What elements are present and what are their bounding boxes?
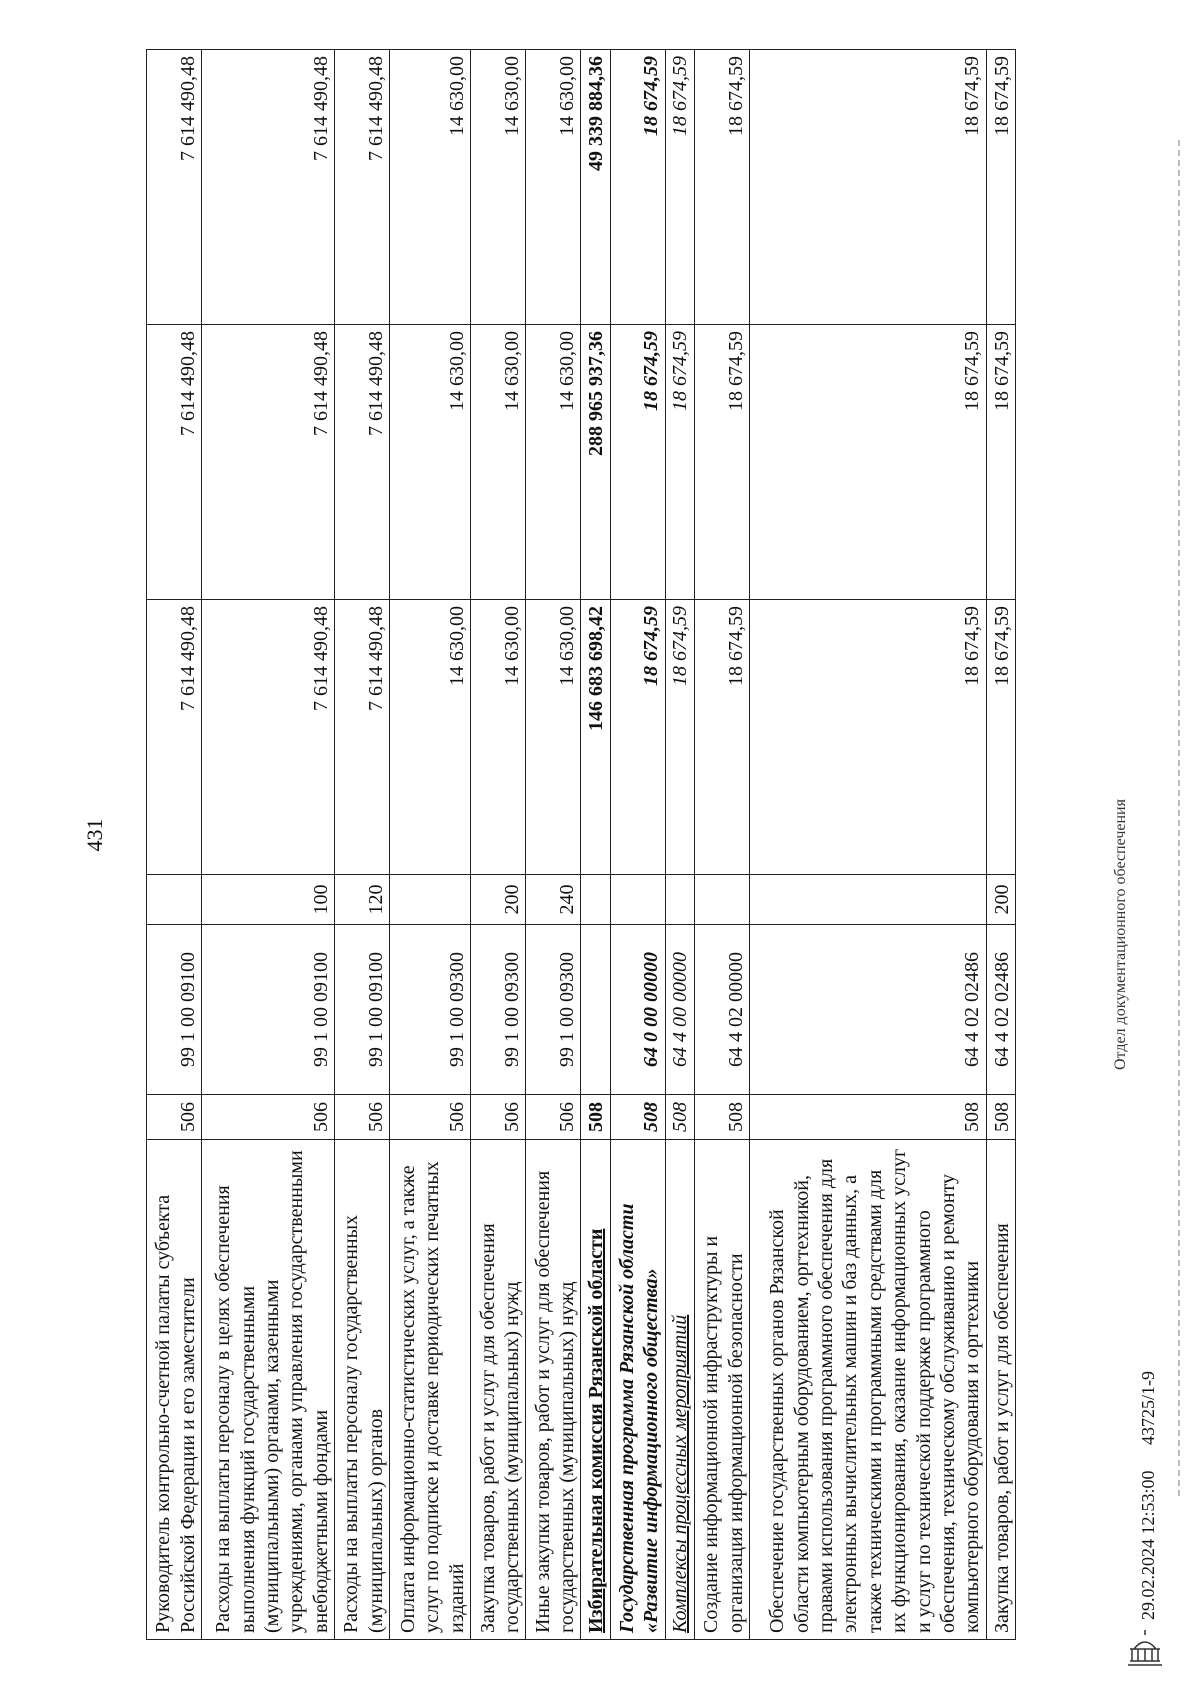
row-value-2024: 7 614 490,48 bbox=[202, 600, 335, 875]
row-name: Закупка товаров, работ и услуг для обеспечения государственных (муниципальных) нужд bbox=[471, 1140, 526, 1640]
row-value-2025: 18 674,59 bbox=[986, 325, 1015, 600]
row-gr-code: 506 bbox=[471, 1095, 526, 1140]
row-name: Избирательная комиссия Рязанской области bbox=[581, 1140, 610, 1640]
row-value-2025: 7 614 490,48 bbox=[335, 325, 390, 600]
row-value-2025: 14 630,00 bbox=[471, 325, 526, 600]
scan-edge bbox=[1178, 140, 1180, 1500]
row-name: Руководитель контрольно-счетной палаты субъекта Российской Федерации и его заместители bbox=[147, 1140, 202, 1640]
row-expense-type bbox=[665, 875, 694, 925]
row-value-2024: 18 674,59 bbox=[749, 600, 986, 875]
row-name: Закупка товаров, работ и услуг для обеспечения bbox=[986, 1140, 1015, 1640]
row-name: Расходы на выплаты персоналу в целях обеспечения выполнения функций государственными (муниципальными) органами, казенными учреждениями, органами управления государственными внебюджетными фондами bbox=[202, 1140, 335, 1640]
row-value-2025: 14 630,00 bbox=[526, 325, 581, 600]
row-target-code: 99 1 00 09300 bbox=[526, 925, 581, 1095]
budget-table-container bbox=[146, 50, 1016, 1640]
row-expense-type bbox=[610, 875, 665, 925]
row-target-code: 64 4 02 02486 bbox=[986, 925, 1015, 1095]
row-expense-type bbox=[581, 875, 610, 925]
row-expense-type: 200 bbox=[986, 875, 1015, 925]
table-row bbox=[581, 50, 610, 1640]
row-name: Создание информационной инфраструктуры и организация информационной безопасности bbox=[694, 1140, 749, 1640]
row-gr-code: 506 bbox=[147, 1095, 202, 1140]
row-gr-code: 508 bbox=[986, 1095, 1015, 1140]
row-target-code: 99 1 00 09300 bbox=[471, 925, 526, 1095]
row-value-2026: 7 614 490,48 bbox=[202, 50, 335, 325]
row-value-2024: 18 674,59 bbox=[694, 600, 749, 875]
row-name: Государственная программа Рязанской области «Развитие информационного общества» bbox=[610, 1140, 665, 1640]
row-name: Обеспечение государственных органов Рязанской области компьютерным оборудованием, оргтехникой, правами использования программного обеспечения для электронных вычислительных машин и баз данных, а также техническими и программными средствами для их функционирования, оказание информационных услуг и услуг по технической поддержке программного обеспечения, техническому обслуживанию и ремонту компьютерного оборудования и оргтехники bbox=[749, 1140, 986, 1640]
footer-date: 29.02.2024 12:53:00 bbox=[1138, 1470, 1158, 1620]
row-name: Оплата информационно-статистических услуг, а также услуг по подписке и доставке периодических печатных изданий bbox=[390, 1140, 471, 1640]
row-gr-code: 508 bbox=[610, 1095, 665, 1140]
duma-logo-icon bbox=[1120, 1625, 1170, 1675]
row-target-code: 99 1 00 09100 bbox=[335, 925, 390, 1095]
row-value-2026: 18 674,59 bbox=[694, 50, 749, 325]
row-target-code bbox=[581, 925, 610, 1095]
footer-department-stamp: Отдел документационного обеспечения bbox=[1112, 799, 1129, 1070]
row-expense-type: 200 bbox=[471, 875, 526, 925]
table-row bbox=[147, 50, 202, 1640]
footer-doc-number: 43725/1-9 bbox=[1138, 1371, 1158, 1445]
table-row bbox=[335, 50, 390, 1640]
row-expense-type: 240 bbox=[526, 875, 581, 925]
page-number: 431 bbox=[82, 818, 107, 852]
row-expense-type bbox=[147, 875, 202, 925]
row-value-2024: 14 630,00 bbox=[390, 600, 471, 875]
table-row bbox=[202, 50, 335, 1640]
row-name: Расходы на выплаты персоналу государственных (муниципальных) органов bbox=[335, 1140, 390, 1640]
row-gr-code: 508 bbox=[749, 1095, 986, 1140]
row-target-code: 64 4 00 00000 bbox=[665, 925, 694, 1095]
row-value-2025: 7 614 490,48 bbox=[147, 325, 202, 600]
row-value-2025: 18 674,59 bbox=[694, 325, 749, 600]
row-target-code: 99 1 00 09300 bbox=[390, 925, 471, 1095]
row-value-2025: 18 674,59 bbox=[749, 325, 986, 600]
row-expense-type bbox=[390, 875, 471, 925]
row-value-2026: 18 674,59 bbox=[610, 50, 665, 325]
table-row bbox=[694, 50, 749, 1640]
row-gr-code: 506 bbox=[390, 1095, 471, 1140]
row-value-2024: 14 630,00 bbox=[526, 600, 581, 875]
row-gr-code: 506 bbox=[526, 1095, 581, 1140]
row-value-2026: 7 614 490,48 bbox=[147, 50, 202, 325]
budget-table bbox=[146, 49, 1016, 1640]
row-expense-type bbox=[694, 875, 749, 925]
row-expense-type: 100 bbox=[202, 875, 335, 925]
row-value-2025: 288 965 937,36 bbox=[581, 325, 610, 600]
row-gr-code: 508 bbox=[665, 1095, 694, 1140]
table-row bbox=[986, 50, 1015, 1640]
row-gr-code: 508 bbox=[581, 1095, 610, 1140]
row-value-2026: 49 339 884,36 bbox=[581, 50, 610, 325]
table-row bbox=[665, 50, 694, 1640]
row-expense-type: 120 bbox=[335, 875, 390, 925]
row-value-2026: 14 630,00 bbox=[471, 50, 526, 325]
row-value-2026: 18 674,59 bbox=[749, 50, 986, 325]
row-value-2024: 7 614 490,48 bbox=[335, 600, 390, 875]
row-value-2026: 7 614 490,48 bbox=[335, 50, 390, 325]
row-value-2026: 18 674,59 bbox=[986, 50, 1015, 325]
row-target-code: 99 1 00 09100 bbox=[202, 925, 335, 1095]
row-value-2024: 18 674,59 bbox=[665, 600, 694, 875]
row-gr-code: 506 bbox=[335, 1095, 390, 1140]
row-value-2026: 14 630,00 bbox=[526, 50, 581, 325]
row-value-2025: 18 674,59 bbox=[610, 325, 665, 600]
row-target-code: 64 4 02 00000 bbox=[694, 925, 749, 1095]
row-value-2026: 18 674,59 bbox=[665, 50, 694, 325]
table-row bbox=[471, 50, 526, 1640]
row-value-2024: 14 630,00 bbox=[471, 600, 526, 875]
table-row bbox=[749, 50, 986, 1640]
row-name: Комплексы процессных мероприятий bbox=[665, 1140, 694, 1640]
row-target-code: 64 4 02 02486 bbox=[749, 925, 986, 1095]
table-row bbox=[610, 50, 665, 1640]
row-value-2025: 14 630,00 bbox=[390, 325, 471, 600]
row-expense-type bbox=[749, 875, 986, 925]
row-name: Иные закупки товаров, работ и услуг для обеспечения государственных (муниципальных) нужд bbox=[526, 1140, 581, 1640]
page-footer bbox=[1112, 140, 1168, 1640]
row-value-2025: 7 614 490,48 bbox=[202, 325, 335, 600]
row-target-code: 64 0 00 00000 bbox=[610, 925, 665, 1095]
row-value-2026: 14 630,00 bbox=[390, 50, 471, 325]
row-gr-code: 506 bbox=[202, 1095, 335, 1140]
row-value-2024: 7 614 490,48 bbox=[147, 600, 202, 875]
row-value-2025: 18 674,59 bbox=[665, 325, 694, 600]
row-value-2024: 18 674,59 bbox=[986, 600, 1015, 875]
row-gr-code: 508 bbox=[694, 1095, 749, 1140]
table-row bbox=[390, 50, 471, 1640]
table-row bbox=[526, 50, 581, 1640]
row-target-code: 99 1 00 09100 bbox=[147, 925, 202, 1095]
row-value-2024: 146 683 698,42 bbox=[581, 600, 610, 875]
row-value-2024: 18 674,59 bbox=[610, 600, 665, 875]
